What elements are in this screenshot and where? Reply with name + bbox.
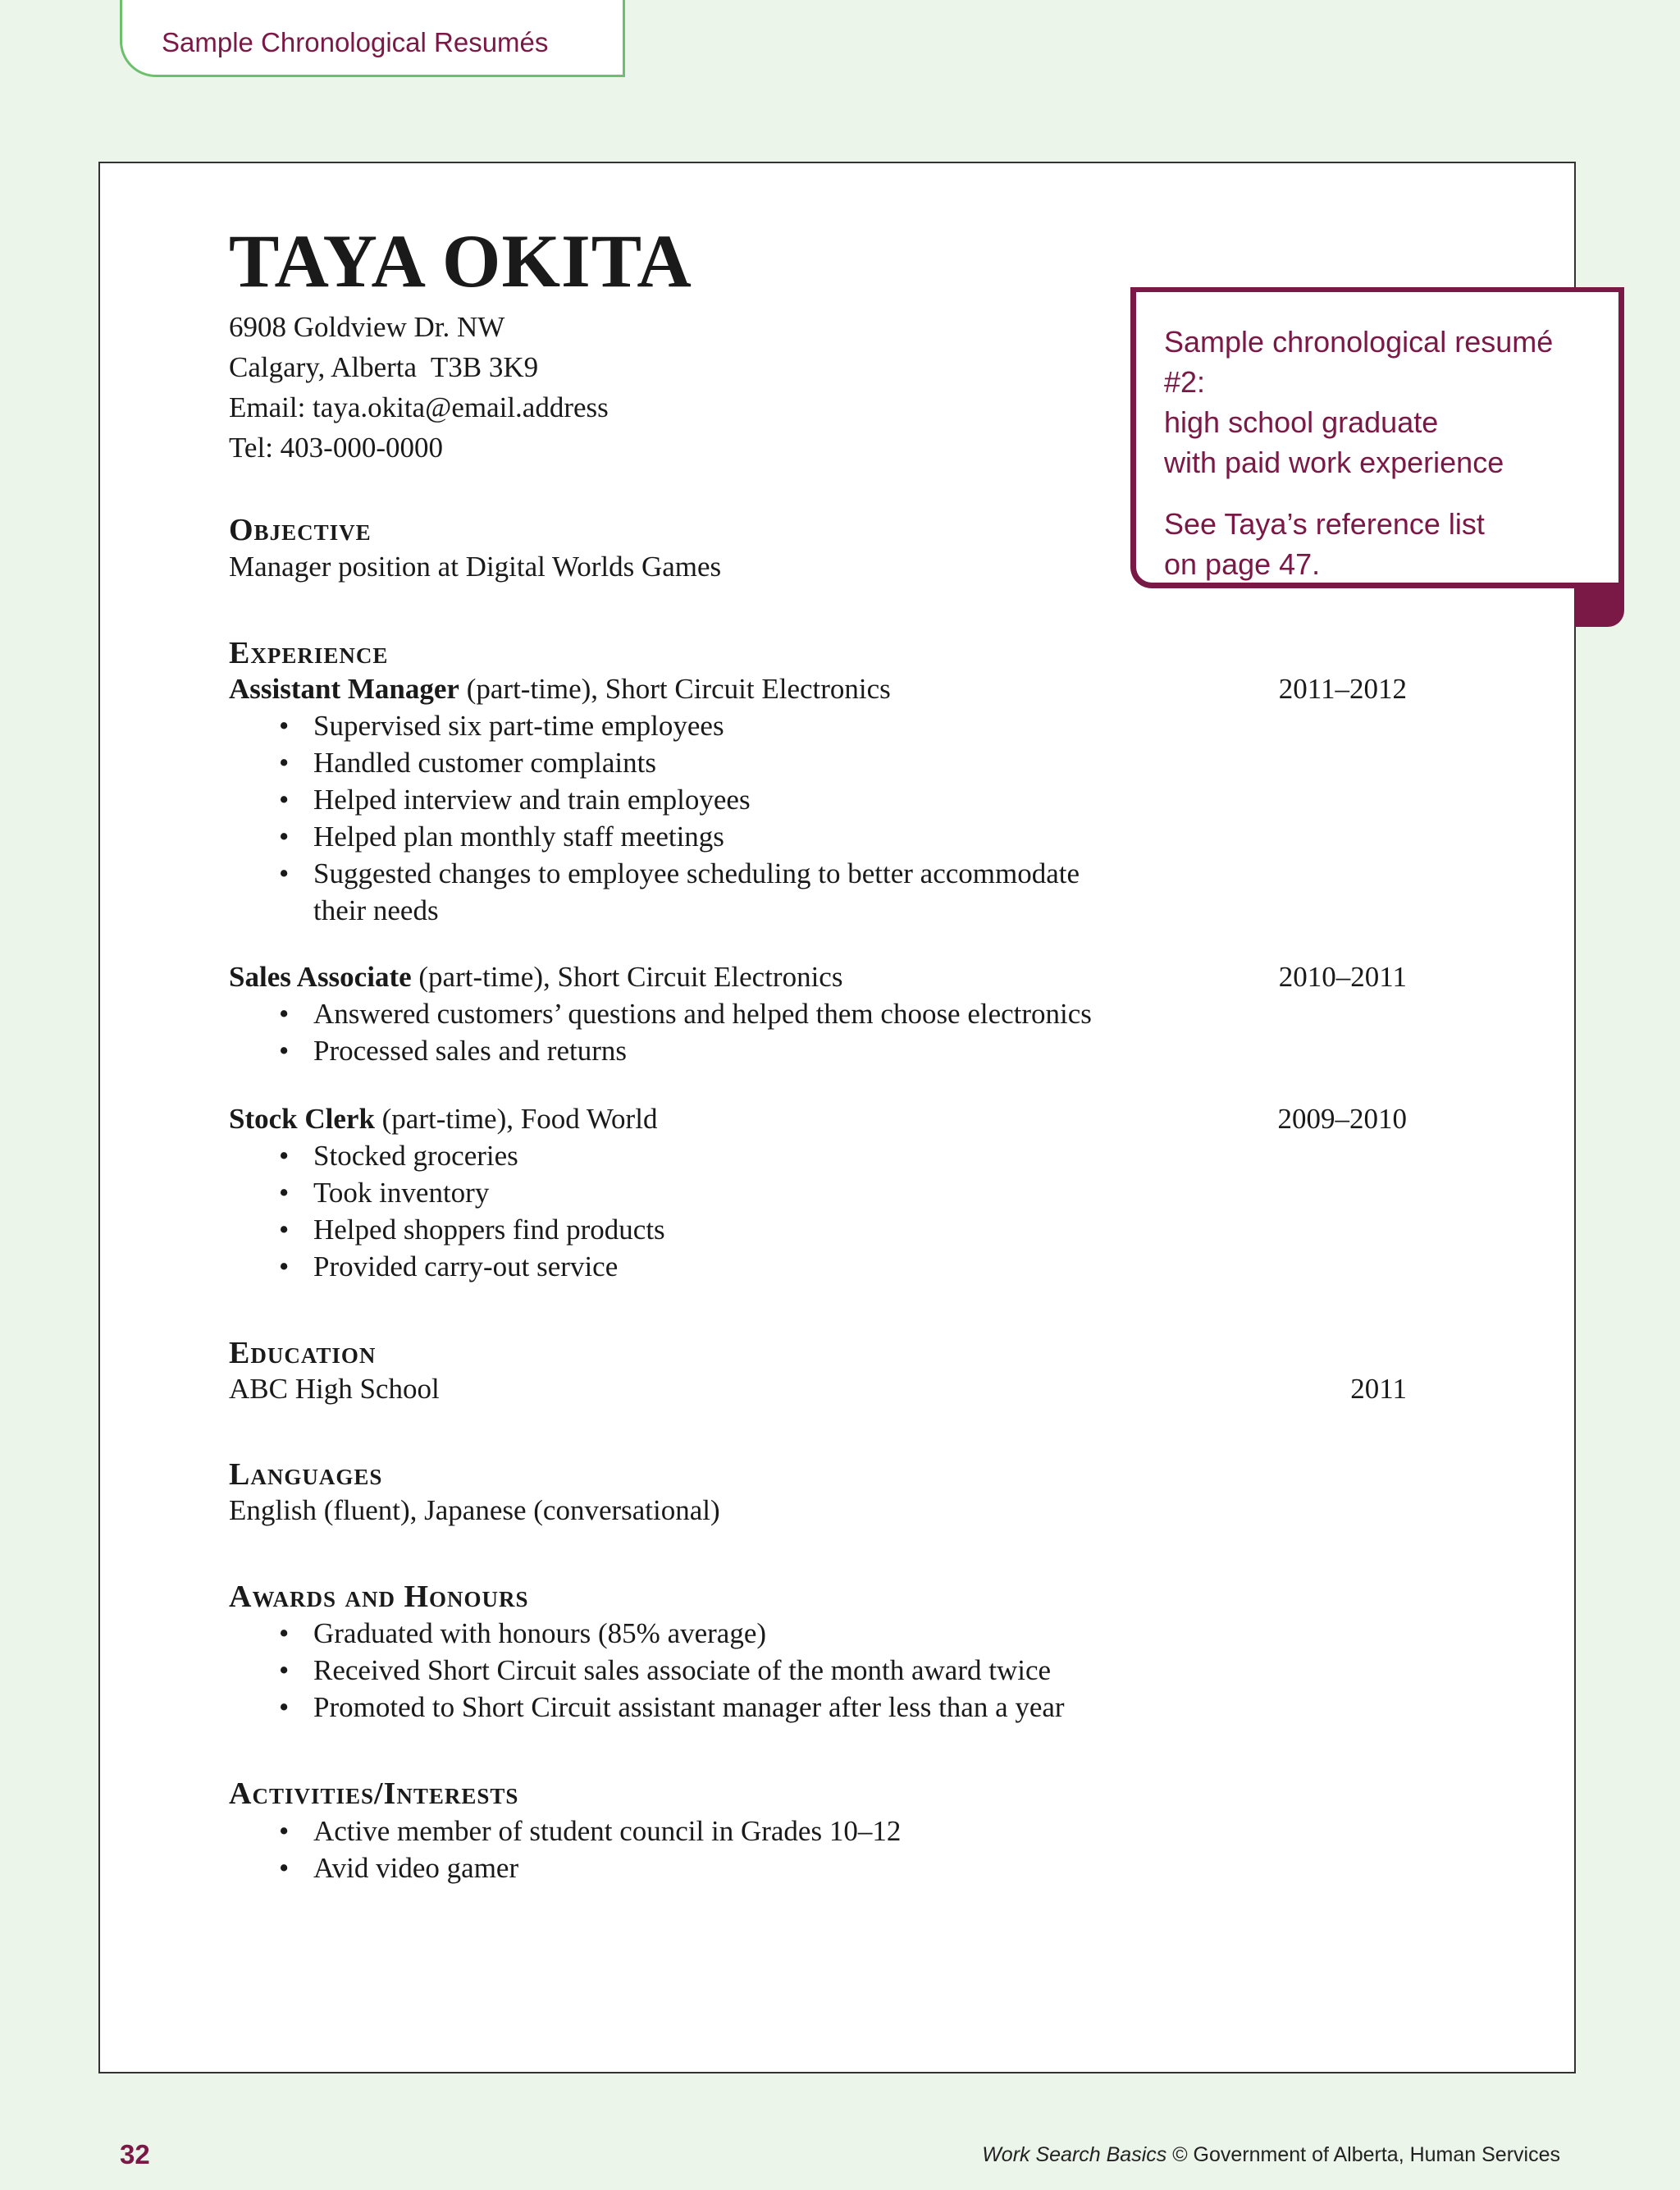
job-dates: 2011–2012 [1278, 673, 1407, 705]
list-item: • Suggested changes to employee scheduling to better accommodate [279, 857, 1080, 889]
callout-line: See Taya’s reference list [1164, 507, 1485, 541]
copyright-text: © Government of Alberta, Human Services [1166, 2143, 1560, 2166]
list-item: their needs [313, 894, 439, 926]
address-line-2: Calgary, Alberta T3B 3K9 [229, 351, 539, 383]
languages-text: English (fluent), Japanese (conversational) [229, 1494, 720, 1526]
list-item: • Received Short Circuit sales associate of the month award twice [279, 1654, 1052, 1686]
job-title-line [229, 958, 842, 995]
education-heading: Education [229, 1336, 377, 1370]
job-title-line [229, 670, 891, 707]
list-item: • Helped interview and train employees [279, 784, 751, 816]
objective-heading: Objective [229, 513, 372, 547]
list-item: • Active member of student council in Grades 10–12 [279, 1815, 902, 1847]
callout-fold [1575, 583, 1624, 627]
job-title: Stock Clerk [229, 1103, 375, 1135]
page-number: 32 [120, 2139, 150, 2169]
contact-block [229, 307, 609, 468]
job-title-line [229, 1100, 657, 1137]
job-detail: (part-time), Short Circuit Electronics [411, 961, 843, 993]
section-tab [120, 0, 625, 77]
job-dates: 2010–2011 [1278, 961, 1407, 993]
awards-heading: Awards and Honours [229, 1580, 529, 1614]
job-bullet-list [279, 995, 1092, 1069]
callout-line: with paid work experience [1164, 446, 1504, 479]
list-item: • Handled customer complaints [279, 747, 656, 779]
list-item: • Took inventory [279, 1177, 490, 1209]
footer-credit [982, 2143, 1560, 2167]
list-item: • Answered customers’ questions and helped them choose electronics [279, 998, 1092, 1030]
job-detail: (part-time), Short Circuit Electronics [459, 673, 891, 705]
list-item: • Stocked groceries [279, 1140, 518, 1172]
address-line-1: 6908 Goldview Dr. NW [229, 311, 505, 343]
list-item: • Helped shoppers find products [279, 1214, 665, 1246]
phone-line: Tel: 403-000-0000 [229, 432, 443, 464]
job-detail: (part-time), Food World [374, 1103, 658, 1135]
experience-heading: Experience [229, 636, 389, 670]
list-item: • Graduated with honours (85% average) [279, 1617, 767, 1649]
list-item: • Processed sales and returns [279, 1035, 627, 1067]
book-title: Work Search Basics [982, 2143, 1167, 2166]
job-bullet-list [279, 1137, 665, 1285]
resume-name: TAYA OKITA [229, 219, 692, 303]
callout-line: Sample chronological resumé #2: [1164, 325, 1554, 399]
list-item: • Helped plan monthly staff meetings [279, 821, 724, 853]
objective-text: Manager position at Digital Worlds Games [229, 551, 722, 583]
section-tab-label: Sample Chronological Resumés [162, 27, 549, 57]
callout-line: high school graduate [1164, 405, 1439, 439]
callout-line: on page 47. [1164, 547, 1321, 581]
job-dates: 2009–2010 [1277, 1103, 1407, 1135]
job-bullet-list [279, 707, 1080, 929]
list-item: • Avid video gamer [279, 1852, 519, 1884]
list-item: • Provided carry-out service [279, 1250, 619, 1282]
job-title: Sales Associate [229, 961, 412, 993]
list-item: • Supervised six part-time employees [279, 710, 724, 742]
activities-bullet-list [279, 1813, 901, 1886]
job-title: Assistant Manager [229, 673, 459, 705]
activities-heading: Activities/Interests [229, 1776, 519, 1811]
email-line: Email: taya.okita@email.address [229, 391, 609, 423]
languages-heading: Languages [229, 1457, 383, 1492]
awards-bullet-list [279, 1615, 1065, 1726]
callout-box [1130, 287, 1624, 588]
education-year: 2011 [1350, 1373, 1407, 1405]
education-school: ABC High School [229, 1373, 440, 1405]
list-item: • Promoted to Short Circuit assistant manager after less than a year [279, 1691, 1065, 1723]
